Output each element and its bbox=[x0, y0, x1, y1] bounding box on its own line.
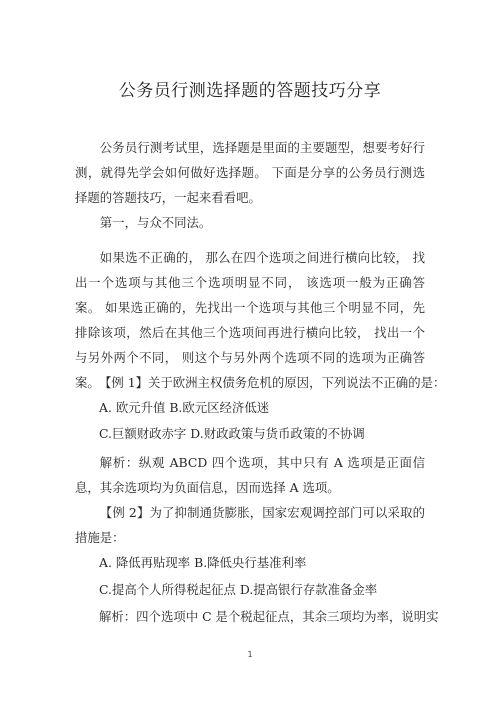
intro-paragraph: 公务员行测考试里，选择题是里面的主要题型，想要考好行测，就得先学会如何做好选择题。 下面是分享的公务员行测选择题的答题技巧，一起来看看吧。 bbox=[75, 140, 425, 205]
example2-analysis: 解析：四个选项中 C 是个税起征点，其余三项均为率，说明实 bbox=[99, 609, 439, 624]
example1-analysis: 解析：纵观 ABCD 四个选项，其中只有 A 选项是正面信息，其余选项均为负面信息，因而选择 A 选项。 bbox=[75, 455, 425, 495]
tip1-body: 如果选不正确的， 那么在四个选项之间进行横向比较， 找出一个选项与其他三个选项明显不同， 该选项一般为正确答案。 如果选正确的，先找出一个选项与其他三个明显不同，先排除该项，然后在其他三个选项间再进行横向比较， 找出一个与另外两个不同， 则这个与另外两个选项不同的选项为正确答案。 bbox=[75, 250, 425, 390]
tip1-heading: 第一，与众不同法。 bbox=[99, 215, 212, 230]
example2-options-ab: A. 降低再贴现率 B.降低央行基准利率 bbox=[99, 555, 307, 570]
example1-question: 【例 1】关于欧洲主权债务危机的原因，下列说法不正确的是： bbox=[99, 375, 446, 390]
example2-options-cd: C.提高个人所得税起征点 D.提高银行存款准备金率 bbox=[99, 582, 378, 597]
example2-question: 【例 2】为了抑制通货膨胀，国家宏观调控部门可以采取的措施是： bbox=[75, 505, 425, 545]
page-number: 1 bbox=[247, 650, 253, 659]
page-title: 公务员行测选择题的答题技巧分享 bbox=[118, 81, 382, 101]
example1-options-ab: A. 欧元升值 B.欧元区经济低迷 bbox=[99, 400, 270, 415]
example1-options-cd: C.巨额财政赤字 D.财政政策与货币政策的不协调 bbox=[99, 426, 365, 441]
